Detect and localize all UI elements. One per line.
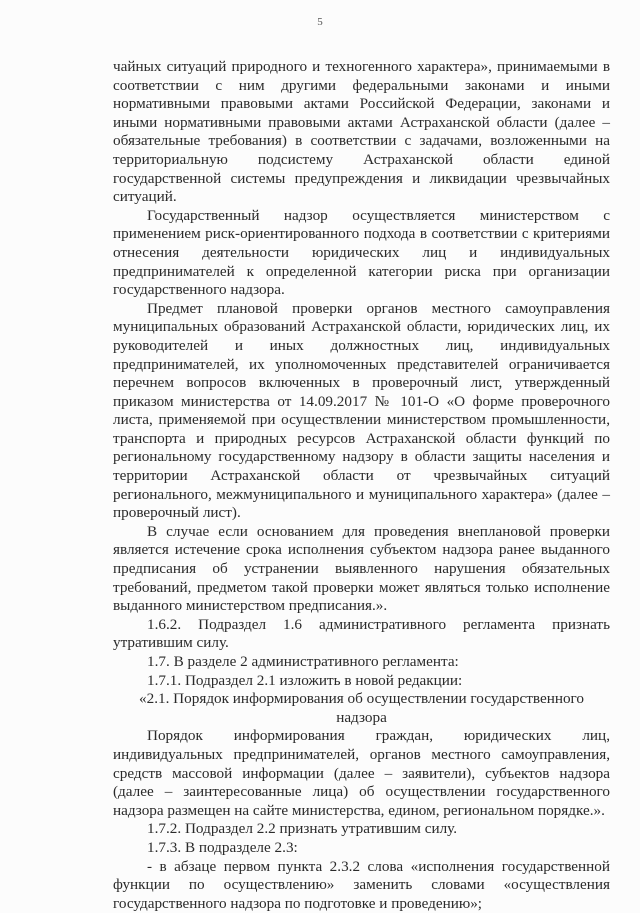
paragraph-unscheduled-inspection: В случае если основанием для проведения внеплановой проверки является истечение срока исполнения субъектом надзора ранее выданного предписания об устранении выявленного нарушения обязательных требований, предметом такой проверки может являться только исполнение выданного министерством предписания.». xyxy=(113,522,610,615)
paragraph-2-3-2: - в абзаце первом пункта 2.3.2 слова «исполнения государственной функции по осуществлению» заменить словами «осуществления государственного надзора по подготовке и проведению»; xyxy=(113,857,610,912)
paragraph-1-7-3: 1.7.3. В подразделе 2.3: xyxy=(147,838,298,856)
paragraph-informing: Порядок информирования граждан, юридических лиц, индивидуальных предпринимателей, органов местного самоуправления, средств массовой информации (далее – заявители), субъектов надзора (далее – заинтересованные лица) об осуществлении государственного надзора размещен на сайте министерства, едином, региональном порядке.». xyxy=(113,727,610,819)
page-number: 5 xyxy=(317,16,323,28)
paragraph-supervision: Государственный надзор осуществляется министерством с применением риск-ориентированного подхода в соответствии с критериями отнесения деятельности юридических лиц и индивидуальных предпринимателей к определенной категории риска при организации государственного надзора. xyxy=(113,206,610,299)
paragraph-1-7: 1.7. В разделе 2 административного регламента: xyxy=(147,653,459,670)
paragraph-continuation: чайных ситуаций природного и техногенного характера», принимаемыми в соответствии с ним другими федеральными законами и иными нормативными правовыми актами Российской Федерации, законами и иными нормативными правовыми актами Астраханской области (далее – обязательные требования) в соответствии с задачами, возложенными на территориальную подсистему Астраханской области единой государственной системы предупреждения и ликвидации чрезвычайных ситуаций. xyxy=(113,58,610,206)
document-body xyxy=(113,58,610,913)
paragraph-planned-inspection: Предмет плановой проверки органов местного самоуправления муниципальных образований Астраханской области, юридических лиц, их руководителей и иных должностных лиц, индивидуальных предпринимателей, их уполномоченных представителей ограничивается перечнем вопросов включенных в проверочный лист, утвержденный приказом министерства от 14.09.2017 № 101-О «О форме проверочного листа, применяемой при осуществлении министерством промышленности, транспорта и природных ресурсов Астраханской области функций по региональному государственному надзору в области защиты населения и территории Астраханской области от чрезвычайных ситуаций регионального, межмуниципального и муниципального характера» (далее – проверочный лист). xyxy=(113,299,610,522)
section-heading-2-1-cont: надзора xyxy=(336,708,387,726)
paragraph-1-6-2: 1.6.2. Подраздел 1.6 административного регламента признать утратившим силу. xyxy=(113,615,610,652)
paragraph-1-7-2: 1.7.2. Подраздел 2.2 признать утратившим силу. xyxy=(147,820,458,838)
section-heading-2-1: «2.1. Порядок информирования об осуществлении государственного xyxy=(139,690,584,708)
paragraph-1-7-1: 1.7.1. Подраздел 2.1 изложить в новой редакции: xyxy=(147,671,463,689)
